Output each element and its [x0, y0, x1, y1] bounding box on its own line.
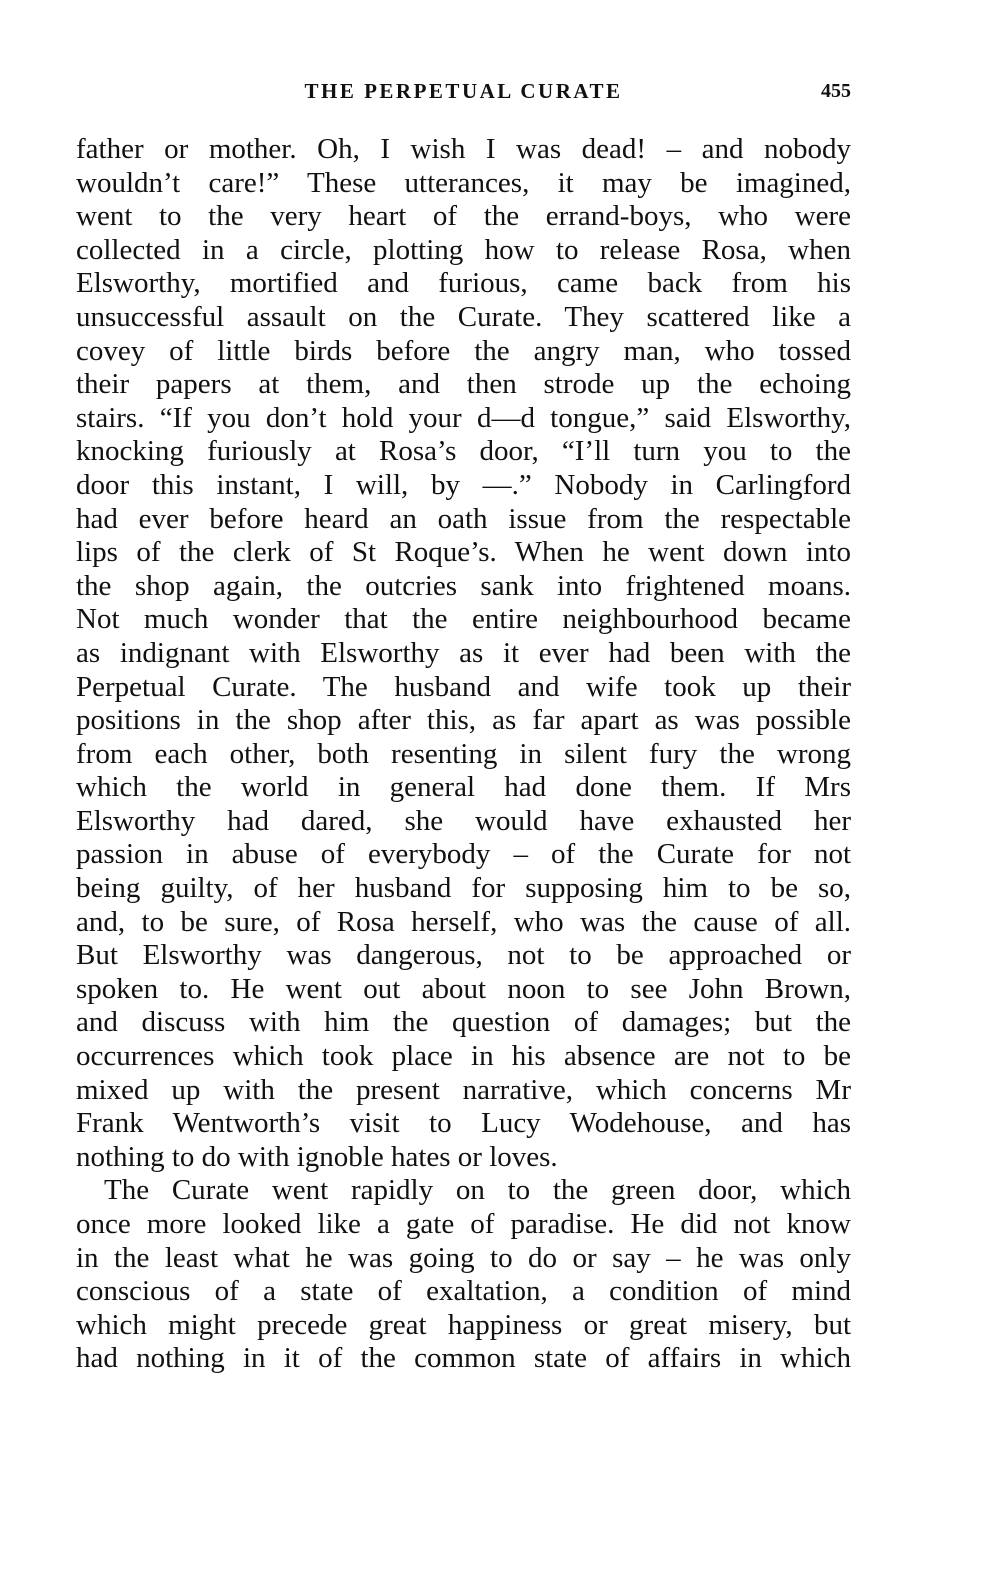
text-line: in the least what he was going to do or say – he was only: [76, 1241, 851, 1274]
text-line: the shop again, the outcries sank into frightened moans.: [76, 569, 851, 602]
text-line: But Elsworthy was dangerous, not to be approached or: [76, 939, 851, 972]
text-line: stairs. “If you don’t hold your d—d tongue,” said Elsworthy,: [76, 401, 851, 434]
paragraph-start-line: The Curate went rapidly on to the green door, which: [104, 1174, 851, 1207]
text-line: door this instant, I will, by —.” Nobody in Carlingford: [76, 468, 851, 501]
text-line: conscious of a state of exaltation, a condition of mind: [76, 1275, 851, 1308]
text-line: being guilty, of her husband for supposing him to be so,: [76, 872, 851, 905]
text-line: Perpetual Curate. The husband and wife took up their: [76, 670, 851, 703]
running-title: THE PERPETUAL CURATE: [304, 79, 623, 103]
text-line: and, to be sure, of Rosa herself, who was the cause of all.: [76, 905, 851, 938]
text-line: wouldn’t care!” These utterances, it may be imagined,: [76, 166, 851, 199]
text-line: occurrences which took place in his absence are not to be: [76, 1040, 851, 1073]
text-line: father or mother. Oh, I wish I was dead! – and nobody: [76, 133, 851, 165]
text-line: went to the very heart of the errand-boys, who were: [76, 200, 851, 233]
running-head: [76, 76, 851, 106]
text-line: had nothing in it of the common state of affairs in which: [76, 1342, 851, 1375]
text-line: Elsworthy, mortified and furious, came back from his: [76, 267, 851, 300]
text-line: and discuss with him the question of damages; but the: [76, 1006, 851, 1039]
text-line: positions in the shop after this, as far apart as was possible: [76, 704, 851, 737]
text-line: lips of the clerk of St Roque’s. When he went down into: [76, 536, 851, 569]
text-line: passion in abuse of everybody – of the Curate for not: [76, 838, 851, 871]
text-line: had ever before heard an oath issue from the respectable: [76, 502, 851, 535]
text-line: Not much wonder that the entire neighbourhood became: [76, 603, 851, 636]
body-text: [76, 133, 851, 1376]
paragraph-end-line: nothing to do with ignoble hates or loves.: [76, 1140, 558, 1173]
text-line: covey of little birds before the angry man, who tossed: [76, 334, 851, 367]
text-line: as indignant with Elsworthy as it ever had been with the: [76, 636, 851, 669]
text-line: from each other, both resenting in silent fury the wrong: [76, 737, 851, 770]
text-line: unsuccessful assault on the Curate. They scattered like a: [76, 300, 851, 333]
text-line: knocking furiously at Rosa’s door, “I’ll turn you to the: [76, 435, 851, 468]
text-line: their papers at them, and then strode up the echoing: [76, 368, 851, 401]
text-line: which the world in general had done them. If Mrs: [76, 771, 851, 804]
text-line: Frank Wentworth’s visit to Lucy Wodehouse, and has: [76, 1107, 851, 1140]
text-line: Elsworthy had dared, she would have exhausted her: [76, 804, 851, 837]
page-number: 455: [821, 80, 851, 102]
text-line: spoken to. He went out about noon to see John Brown,: [76, 972, 851, 1005]
text-line: collected in a circle, plotting how to release Rosa, when: [76, 233, 851, 266]
text-line: once more looked like a gate of paradise. He did not know: [76, 1208, 851, 1240]
text-line: mixed up with the present narrative, which concerns Mr: [76, 1073, 851, 1106]
text-line: which might precede great happiness or great misery, but: [76, 1308, 851, 1341]
